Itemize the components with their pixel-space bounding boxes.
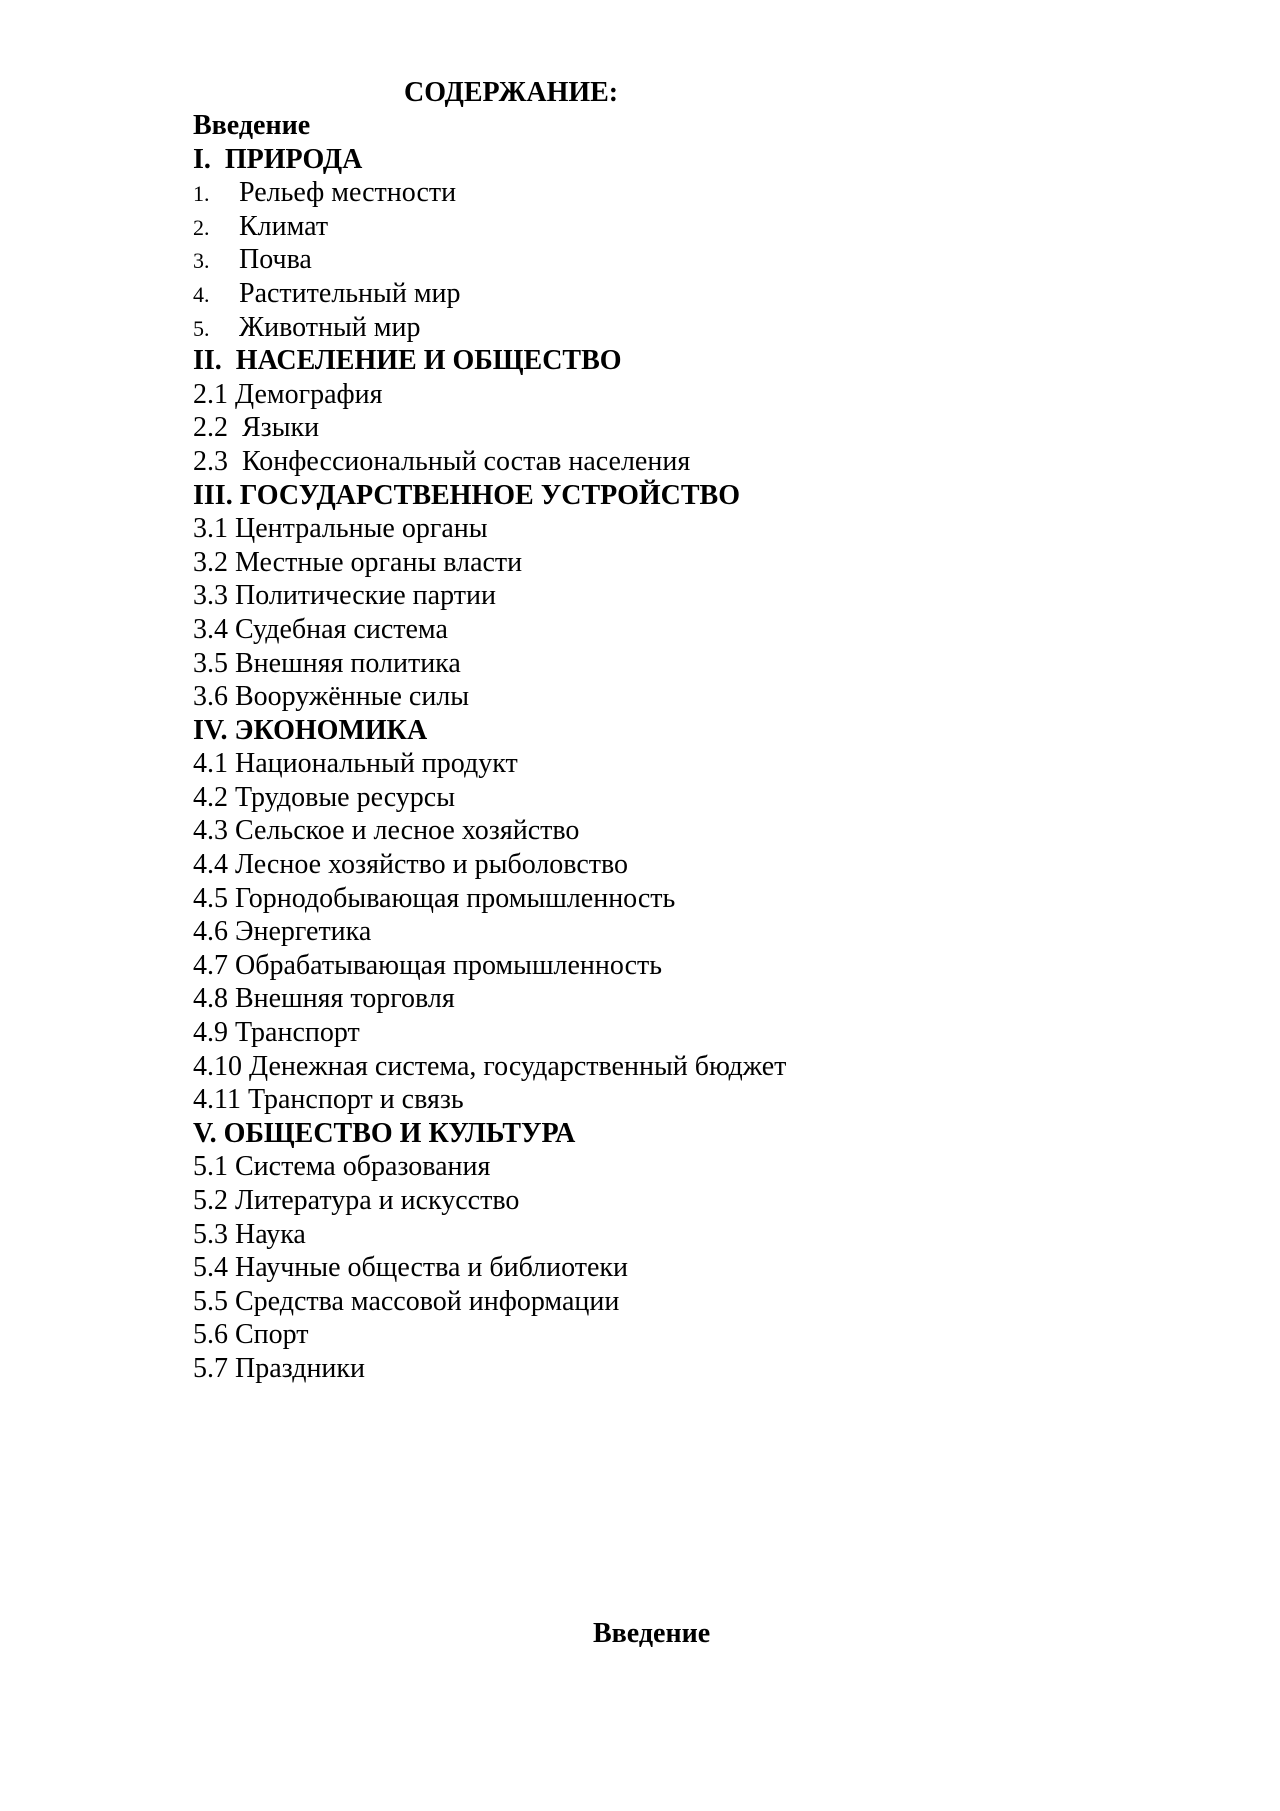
- toc-entry: [193, 243, 1193, 277]
- toc-section-heading: [193, 143, 1193, 177]
- toc-entry-label: V. ОБЩЕСТВО И КУЛЬТУРА: [193, 1117, 576, 1149]
- toc-entry-label: 3.3 Политические партии: [193, 580, 496, 612]
- toc-entry: [193, 277, 1193, 311]
- toc-entry: [193, 647, 1193, 681]
- toc-entry-label: 4.5 Горнодобывающая промышленность: [193, 882, 676, 914]
- toc-section-heading: [193, 714, 1193, 748]
- toc-entry-number: 3.: [193, 248, 210, 274]
- toc-entry-label: 5.4 Научные общества и библиотеки: [193, 1252, 629, 1284]
- toc-entry: [193, 747, 1193, 781]
- toc-entry-label: 3.6 Вооружённые силы: [193, 681, 470, 713]
- toc-entry: [193, 915, 1193, 949]
- toc-entry-label: 4.1 Национальный продукт: [193, 748, 518, 780]
- toc-entry-label: 5.6 Спорт: [193, 1319, 309, 1351]
- toc-entry-label: Животный мир: [239, 311, 421, 343]
- toc-entry: [193, 1184, 1193, 1218]
- toc-entry-label: I. ПРИРОДА: [193, 143, 363, 175]
- toc-entry-label: 3.2 Местные органы власти: [193, 546, 523, 578]
- toc-entry-label: 4.8 Внешняя торговля: [193, 983, 455, 1015]
- table-of-contents: [193, 109, 1193, 1386]
- toc-entry-label: 5.7 Праздники: [193, 1352, 366, 1384]
- toc-entry-label: IV. ЭКОНОМИКА: [193, 714, 428, 746]
- toc-section-heading: [193, 1117, 1193, 1151]
- toc-entry: [193, 814, 1193, 848]
- toc-entry-label: 4.10 Денежная система, государственный бюджет: [193, 1050, 787, 1082]
- toc-entry: [193, 1251, 1193, 1285]
- toc-entry-number: 5.: [193, 315, 210, 341]
- toc-entry-number: 1.: [193, 181, 210, 207]
- toc-entry-label: Введение: [193, 110, 311, 141]
- toc-title: СОДЕРЖАНИЕ:: [404, 77, 619, 108]
- toc-entry: [193, 1050, 1193, 1084]
- toc-section-heading: [193, 109, 1193, 143]
- toc-entry: [193, 445, 1193, 479]
- toc-entry-label: 4.11 Транспорт и связь: [193, 1084, 464, 1116]
- toc-entry-number: 2.: [193, 214, 210, 240]
- toc-entry: [193, 1318, 1193, 1352]
- toc-entry-label: 2.1 Демография: [193, 378, 383, 410]
- toc-entry-label: Растительный мир: [239, 277, 461, 309]
- toc-entry: [193, 882, 1193, 916]
- toc-entry-label: Рельеф местности: [239, 177, 457, 209]
- toc-entry: [193, 512, 1193, 546]
- toc-section-heading: [193, 479, 1193, 513]
- toc-entry-label: 5.3 Наука: [193, 1218, 306, 1250]
- toc-entry: [193, 1218, 1193, 1252]
- toc-entry: [193, 210, 1193, 244]
- toc-entry-label: 4.6 Энергетика: [193, 916, 372, 948]
- toc-entry: [193, 546, 1193, 580]
- toc-entry: [193, 848, 1193, 882]
- toc-entry: [193, 680, 1193, 714]
- toc-entry-label: 4.9 Транспорт: [193, 1017, 360, 1049]
- introduction-heading: Введение: [593, 1618, 711, 1649]
- toc-entry: [193, 613, 1193, 647]
- toc-entry: [193, 311, 1193, 345]
- toc-entry-label: II. НАСЕЛЕНИЕ И ОБЩЕСТВО: [193, 345, 622, 377]
- toc-entry-label: Климат: [239, 210, 329, 242]
- toc-entry-label: 3.1 Центральные органы: [193, 513, 488, 545]
- toc-entry: [193, 1083, 1193, 1117]
- toc-entry-label: 4.4 Лесное хозяйство и рыболовство: [193, 849, 629, 881]
- toc-entry: [193, 982, 1193, 1016]
- toc-entry: [193, 1352, 1193, 1386]
- toc-entry-label: 3.4 Судебная система: [193, 613, 448, 645]
- toc-entry-label: 4.7 Обрабатывающая промышленность: [193, 949, 662, 981]
- toc-entry-label: 5.5 Средства массовой информации: [193, 1285, 620, 1317]
- toc-entry-label: 3.5 Внешняя политика: [193, 647, 461, 679]
- toc-entry: [193, 1150, 1193, 1184]
- toc-entry: [193, 411, 1193, 445]
- toc-entry-label: 2.3 Конфессиональный состав населения: [193, 445, 691, 477]
- toc-section-heading: [193, 344, 1193, 378]
- toc-entry-label: 5.2 Литература и искусство: [193, 1185, 520, 1216]
- toc-entry-label: 4.3 Сельское и лесное хозяйство: [193, 815, 580, 847]
- toc-entry-label: 5.1 Система образования: [193, 1151, 491, 1183]
- toc-entry: [193, 949, 1193, 983]
- toc-entry-number: 4.: [193, 281, 210, 307]
- toc-entry-label: Почва: [239, 244, 312, 276]
- toc-entry: [193, 781, 1193, 815]
- toc-entry: [193, 1285, 1193, 1319]
- toc-entry: [193, 176, 1193, 210]
- toc-entry-label: 2.2 Языки: [193, 412, 320, 444]
- toc-entry: [193, 579, 1193, 613]
- toc-entry: [193, 1016, 1193, 1050]
- toc-entry-label: III. ГОСУДАРСТВЕННОЕ УСТРОЙСТВО: [193, 479, 740, 511]
- toc-entry-label: 4.2 Трудовые ресурсы: [193, 781, 456, 813]
- toc-entry: [193, 378, 1193, 412]
